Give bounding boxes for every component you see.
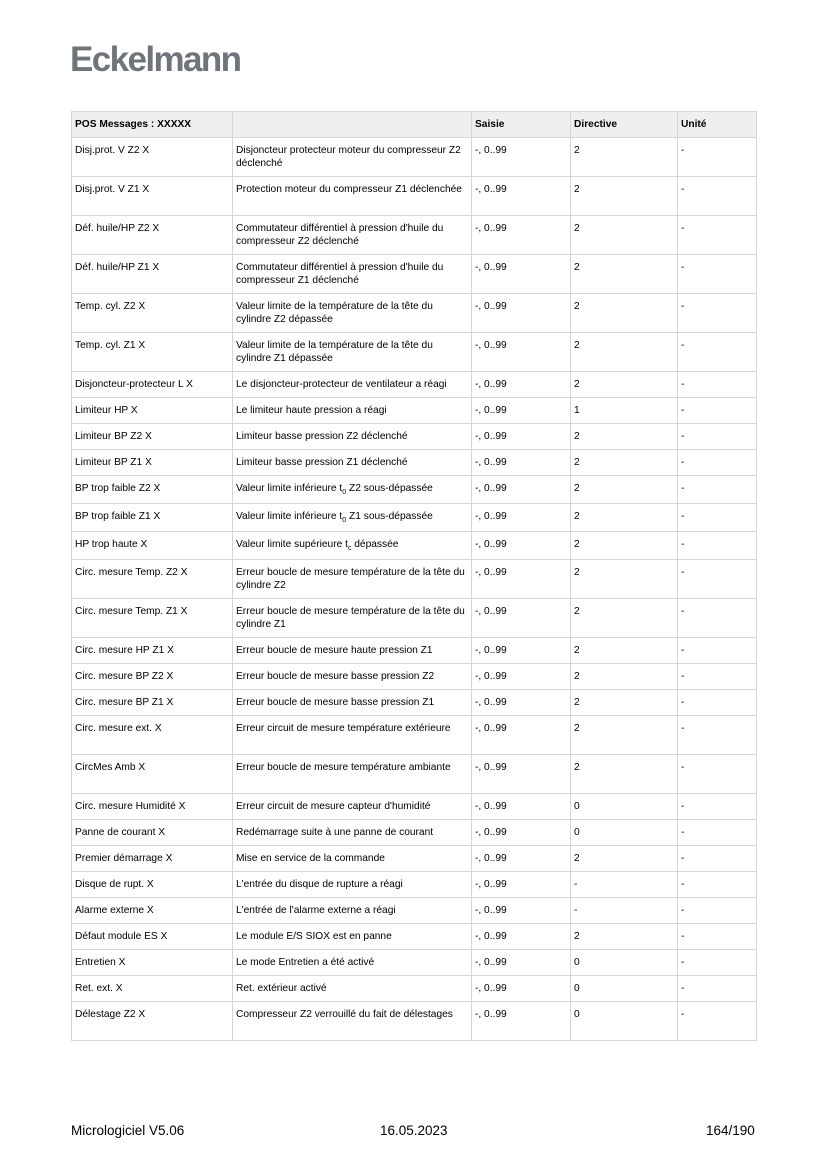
- cell-directive: -: [571, 872, 678, 898]
- cell-pos-message: Délestage Z2 X: [72, 1002, 233, 1041]
- cell-directive: 0: [571, 794, 678, 820]
- table-row: [72, 177, 757, 216]
- cell-unite: -: [678, 846, 757, 872]
- cell-saisie: -, 0..99: [472, 450, 571, 476]
- cell-saisie: -, 0..99: [472, 372, 571, 398]
- cell-saisie: -, 0..99: [472, 532, 571, 560]
- cell-pos-message: Circ. mesure Temp. Z2 X: [72, 560, 233, 599]
- cell-directive: 2: [571, 599, 678, 638]
- table-row: [72, 664, 757, 690]
- cell-saisie: -, 0..99: [472, 1002, 571, 1041]
- cell-directive: 2: [571, 476, 678, 504]
- cell-description: Le limiteur haute pression a réagi: [233, 398, 472, 424]
- cell-description: Valeur limite de la température de la tête du cylindre Z1 dépassée: [233, 333, 472, 372]
- cell-pos-message: Disj.prot. V Z1 X: [72, 177, 233, 216]
- cell-unite: -: [678, 976, 757, 1002]
- cell-saisie: -, 0..99: [472, 898, 571, 924]
- cell-unite: -: [678, 138, 757, 177]
- cell-unite: -: [678, 177, 757, 216]
- cell-pos-message: Limiteur HP X: [72, 398, 233, 424]
- table-row: [72, 424, 757, 450]
- cell-saisie: -, 0..99: [472, 333, 571, 372]
- cell-description: [233, 504, 472, 532]
- cell-description: Erreur boucle de mesure température ambiante: [233, 755, 472, 794]
- cell-pos-message: Circ. mesure ext. X: [72, 716, 233, 755]
- cell-saisie: -, 0..99: [472, 950, 571, 976]
- table-row: [72, 216, 757, 255]
- cell-description: Protection moteur du compresseur Z1 déclenchée: [233, 177, 472, 216]
- cell-pos-message: BP trop faible Z1 X: [72, 504, 233, 532]
- cell-saisie: -, 0..99: [472, 794, 571, 820]
- table-row: [72, 690, 757, 716]
- cell-saisie: -, 0..99: [472, 255, 571, 294]
- table-row: [72, 794, 757, 820]
- cell-pos-message: Alarme externe X: [72, 898, 233, 924]
- footer-firmware-version: Micrologiciel V5.06: [71, 1123, 185, 1138]
- cell-unite: -: [678, 1002, 757, 1041]
- cell-description: Redémarrage suite à une panne de courant: [233, 820, 472, 846]
- cell-unite: -: [678, 476, 757, 504]
- cell-unite: -: [678, 216, 757, 255]
- table-row: [72, 333, 757, 372]
- cell-directive: 2: [571, 504, 678, 532]
- cell-directive: 0: [571, 976, 678, 1002]
- cell-unite: -: [678, 560, 757, 599]
- cell-description: Compresseur Z2 verrouillé du fait de délestages: [233, 1002, 472, 1041]
- cell-description: Limiteur basse pression Z2 déclenché: [233, 424, 472, 450]
- cell-description: Valeur limite de la température de la tête du cylindre Z2 dépassée: [233, 294, 472, 333]
- cell-unite: -: [678, 450, 757, 476]
- table-row: [72, 450, 757, 476]
- cell-pos-message: Limiteur BP Z2 X: [72, 424, 233, 450]
- cell-unite: -: [678, 820, 757, 846]
- description-subscript: 0: [342, 489, 347, 497]
- cell-unite: -: [678, 924, 757, 950]
- cell-directive: 2: [571, 294, 678, 333]
- cell-description: Erreur circuit de mesure température extérieure: [233, 716, 472, 755]
- cell-unite: -: [678, 690, 757, 716]
- cell-saisie: -, 0..99: [472, 638, 571, 664]
- table-row: [72, 950, 757, 976]
- cell-description: Mise en service de la commande: [233, 846, 472, 872]
- cell-description: Erreur boucle de mesure haute pression Z1: [233, 638, 472, 664]
- table-row: [72, 504, 757, 532]
- cell-directive: 2: [571, 532, 678, 560]
- cell-unite: -: [678, 599, 757, 638]
- cell-description: Commutateur différentiel à pression d'huile du compresseur Z1 déclenché: [233, 255, 472, 294]
- table-row: [72, 820, 757, 846]
- cell-unite: -: [678, 872, 757, 898]
- table-header-row: [72, 112, 757, 138]
- cell-pos-message: Déf. huile/HP Z1 X: [72, 255, 233, 294]
- cell-pos-message: Temp. cyl. Z2 X: [72, 294, 233, 333]
- cell-directive: 0: [571, 1002, 678, 1041]
- cell-pos-message: HP trop haute X: [72, 532, 233, 560]
- cell-saisie: -, 0..99: [472, 846, 571, 872]
- table-row: [72, 1002, 757, 1041]
- table-row: [72, 846, 757, 872]
- cell-unite: -: [678, 504, 757, 532]
- cell-description: [233, 476, 472, 504]
- description-text-suffix: dépassée: [351, 539, 399, 551]
- cell-description: Ret. extérieur activé: [233, 976, 472, 1002]
- cell-saisie: -, 0..99: [472, 138, 571, 177]
- cell-unite: -: [678, 532, 757, 560]
- cell-unite: -: [678, 794, 757, 820]
- description-text: Valeur limite inférieure t: [236, 483, 343, 494]
- cell-directive: 2: [571, 690, 678, 716]
- cell-pos-message: Circ. mesure Humidité X: [72, 794, 233, 820]
- cell-description: Erreur boucle de mesure basse pression Z2: [233, 664, 472, 690]
- cell-pos-message: Défaut module ES X: [72, 924, 233, 950]
- table-row: [72, 898, 757, 924]
- cell-pos-message: Déf. huile/HP Z2 X: [72, 216, 233, 255]
- header-saisie: Saisie: [472, 112, 571, 138]
- table-row: [72, 924, 757, 950]
- cell-directive: 0: [571, 950, 678, 976]
- table-row: [72, 476, 757, 504]
- cell-description: Erreur circuit de mesure capteur d'humidité: [233, 794, 472, 820]
- cell-directive: 1: [571, 398, 678, 424]
- cell-saisie: -, 0..99: [472, 690, 571, 716]
- table-row: [72, 638, 757, 664]
- footer-page-number: 164/190: [706, 1123, 755, 1138]
- cell-saisie: -, 0..99: [472, 976, 571, 1002]
- cell-saisie: -, 0..99: [472, 820, 571, 846]
- cell-pos-message: Disj.prot. V Z2 X: [72, 138, 233, 177]
- cell-directive: 2: [571, 664, 678, 690]
- header-description: [233, 112, 472, 138]
- table-row: [72, 716, 757, 755]
- cell-directive: 2: [571, 333, 678, 372]
- cell-directive: 2: [571, 255, 678, 294]
- cell-pos-message: Circ. mesure BP Z2 X: [72, 664, 233, 690]
- cell-directive: 2: [571, 924, 678, 950]
- eckelmann-logo: Eckelmann: [70, 40, 241, 79]
- cell-description: Le module E/S SIOX est en panne: [233, 924, 472, 950]
- cell-directive: 2: [571, 372, 678, 398]
- table-row: [72, 398, 757, 424]
- footer-date: 16.05.2023: [380, 1123, 448, 1138]
- table-row: [72, 599, 757, 638]
- cell-unite: -: [678, 950, 757, 976]
- cell-directive: 2: [571, 638, 678, 664]
- description-subscript: 0: [342, 517, 347, 525]
- cell-directive: 2: [571, 450, 678, 476]
- cell-unite: -: [678, 294, 757, 333]
- cell-description: Erreur boucle de mesure température de la tête du cylindre Z2: [233, 560, 472, 599]
- header-directive: Directive: [571, 112, 678, 138]
- cell-pos-message: BP trop faible Z2 X: [72, 476, 233, 504]
- cell-pos-message: CircMes Amb X: [72, 755, 233, 794]
- cell-directive: 2: [571, 216, 678, 255]
- cell-saisie: -, 0..99: [472, 216, 571, 255]
- cell-pos-message: Circ. mesure BP Z1 X: [72, 690, 233, 716]
- cell-unite: -: [678, 638, 757, 664]
- cell-description: Commutateur différentiel à pression d'huile du compresseur Z2 déclenché: [233, 216, 472, 255]
- cell-saisie: -, 0..99: [472, 560, 571, 599]
- cell-pos-message: Entretien X: [72, 950, 233, 976]
- table-row: [72, 532, 757, 560]
- cell-directive: -: [571, 898, 678, 924]
- cell-pos-message: Disjoncteur-protecteur L X: [72, 372, 233, 398]
- cell-directive: 2: [571, 177, 678, 216]
- cell-pos-message: Ret. ext. X: [72, 976, 233, 1002]
- cell-saisie: -, 0..99: [472, 599, 571, 638]
- description-subscript: c: [347, 545, 352, 553]
- cell-description: Limiteur basse pression Z1 déclenché: [233, 450, 472, 476]
- cell-saisie: -, 0..99: [472, 294, 571, 333]
- table-row: [72, 294, 757, 333]
- cell-unite: -: [678, 372, 757, 398]
- cell-description: L'entrée de l'alarme externe a réagi: [233, 898, 472, 924]
- cell-unite: -: [678, 398, 757, 424]
- table-body: [72, 138, 757, 1041]
- header-unite: Unité: [678, 112, 757, 138]
- header-pos-messages: POS Messages : XXXXX: [72, 112, 233, 138]
- cell-description: L'entrée du disque de rupture a réagi: [233, 872, 472, 898]
- cell-directive: 2: [571, 846, 678, 872]
- cell-description: Le disjoncteur-protecteur de ventilateur a réagi: [233, 372, 472, 398]
- cell-directive: 2: [571, 716, 678, 755]
- pos-messages-table: [71, 111, 757, 1041]
- cell-saisie: -, 0..99: [472, 716, 571, 755]
- cell-description: Erreur boucle de mesure basse pression Z1: [233, 690, 472, 716]
- table-row: [72, 255, 757, 294]
- cell-unite: -: [678, 424, 757, 450]
- cell-unite: -: [678, 716, 757, 755]
- table-row: [72, 560, 757, 599]
- cell-directive: 2: [571, 138, 678, 177]
- cell-unite: -: [678, 898, 757, 924]
- cell-saisie: -, 0..99: [472, 755, 571, 794]
- cell-pos-message: Premier démarrage X: [72, 846, 233, 872]
- table-row: [72, 976, 757, 1002]
- cell-description: [233, 532, 472, 560]
- cell-pos-message: Circ. mesure HP Z1 X: [72, 638, 233, 664]
- cell-unite: -: [678, 755, 757, 794]
- cell-pos-message: Panne de courant X: [72, 820, 233, 846]
- cell-unite: -: [678, 255, 757, 294]
- cell-saisie: -, 0..99: [472, 924, 571, 950]
- description-text: Valeur limite inférieure t: [236, 511, 343, 523]
- table-row: [72, 755, 757, 794]
- cell-saisie: -, 0..99: [472, 177, 571, 216]
- cell-directive: 0: [571, 820, 678, 846]
- description-text-suffix: Z2 sous-dépassée: [346, 483, 433, 494]
- cell-pos-message: Disque de rupt. X: [72, 872, 233, 898]
- cell-pos-message: Temp. cyl. Z1 X: [72, 333, 233, 372]
- table-row: [72, 372, 757, 398]
- cell-description: Disjoncteur protecteur moteur du compresseur Z2 déclenché: [233, 138, 472, 177]
- cell-directive: 2: [571, 755, 678, 794]
- cell-saisie: -, 0..99: [472, 398, 571, 424]
- description-text: Valeur limite supérieure t: [236, 539, 348, 551]
- cell-description: Erreur boucle de mesure température de la tête du cylindre Z1: [233, 599, 472, 638]
- cell-pos-message: Circ. mesure Temp. Z1 X: [72, 599, 233, 638]
- cell-saisie: -, 0..99: [472, 872, 571, 898]
- cell-description: Le mode Entretien a été activé: [233, 950, 472, 976]
- cell-directive: 2: [571, 560, 678, 599]
- table-row: [72, 138, 757, 177]
- cell-unite: -: [678, 333, 757, 372]
- cell-saisie: -, 0..99: [472, 504, 571, 532]
- description-text-suffix: Z1 sous-dépassée: [346, 511, 433, 523]
- cell-saisie: -, 0..99: [472, 476, 571, 504]
- cell-unite: -: [678, 664, 757, 690]
- cell-pos-message: Limiteur BP Z1 X: [72, 450, 233, 476]
- table-row: [72, 872, 757, 898]
- cell-saisie: -, 0..99: [472, 664, 571, 690]
- cell-directive: 2: [571, 424, 678, 450]
- cell-saisie: -, 0..99: [472, 424, 571, 450]
